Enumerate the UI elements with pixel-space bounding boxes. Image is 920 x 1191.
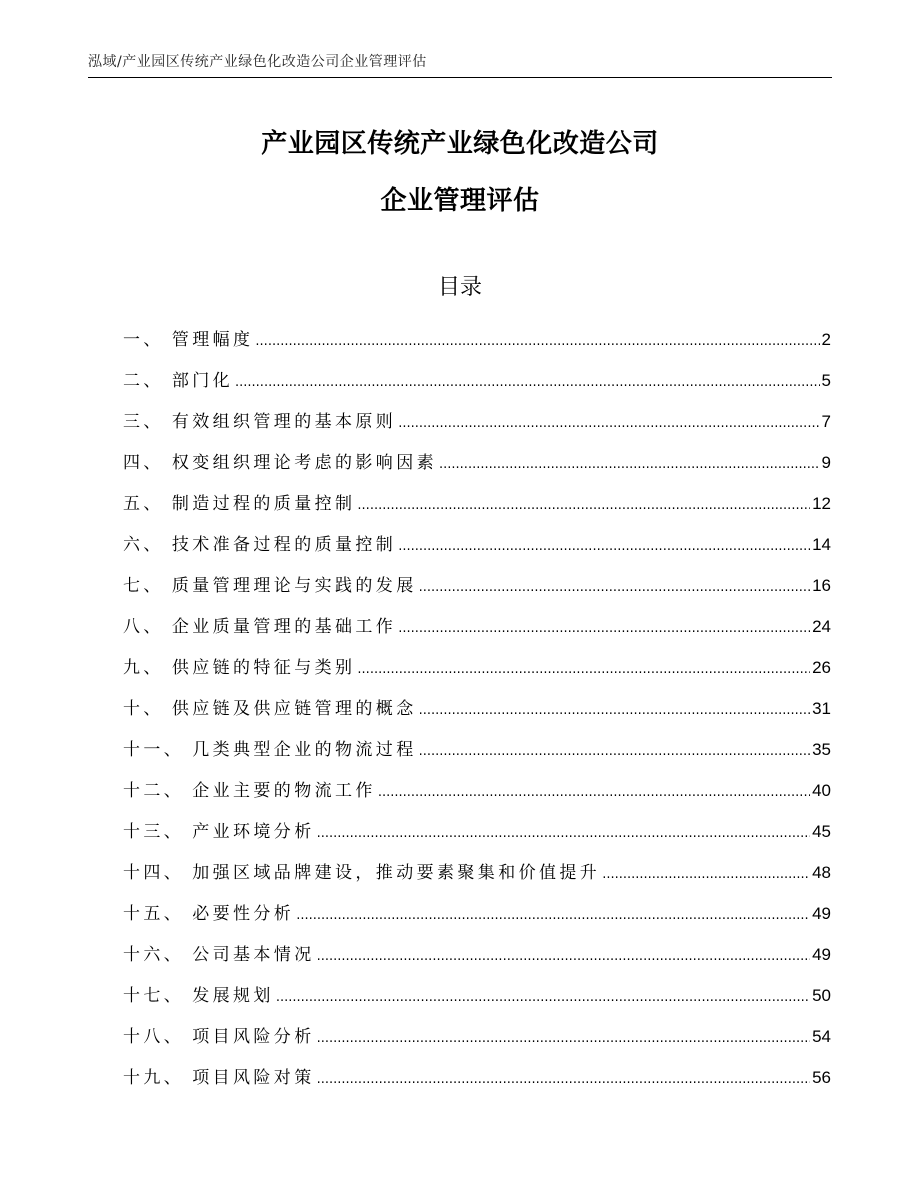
toc-entry-title: 项目风险分析	[192, 1027, 315, 1047]
toc-entry-title: 公司基本情况	[192, 945, 315, 965]
toc-entry-page: 9	[821, 453, 831, 472]
toc-heading: 目录	[437, 275, 482, 300]
toc-dot-leader	[235, 362, 820, 403]
toc-entry-number: 十五、	[123, 904, 185, 924]
toc-entry-number: 五、	[123, 494, 164, 514]
toc-entry[interactable]	[123, 770, 831, 811]
toc-dot-leader	[357, 649, 810, 690]
toc-dot-leader	[357, 485, 810, 526]
toc-entry-page: 49	[812, 904, 831, 923]
toc-dot-leader	[602, 854, 810, 895]
toc-entry-number: 二、	[123, 371, 164, 391]
toc-entry[interactable]	[123, 565, 831, 606]
toc-entry-page: 49	[812, 945, 831, 964]
toc-entry-page: 31	[812, 699, 831, 718]
toc-entry-page: 14	[812, 535, 831, 554]
toc-entry-page: 12	[812, 494, 831, 513]
toc-entry-number: 十四、	[123, 863, 185, 883]
toc-entry-title: 必要性分析	[192, 904, 295, 924]
toc-entry[interactable]	[123, 729, 831, 770]
toc-dot-leader	[419, 567, 810, 608]
toc-dot-leader	[296, 895, 810, 936]
toc-dot-leader	[398, 526, 810, 567]
toc-entry-title: 有效组织管理的基本原则	[171, 412, 397, 432]
toc-entry[interactable]	[123, 483, 831, 524]
toc-entry-title: 几类典型企业的物流过程	[192, 740, 417, 760]
toc-entry-page: 50	[812, 986, 831, 1005]
toc-entry-title: 权变组织理论考虑的影响因素	[171, 453, 438, 473]
toc-entry[interactable]	[123, 934, 831, 975]
toc-dot-leader	[317, 1059, 810, 1100]
toc-dot-leader	[419, 731, 810, 772]
toc-entry[interactable]	[123, 319, 831, 360]
toc-entry-number: 十三、	[123, 822, 185, 842]
toc-dot-leader	[317, 1018, 810, 1059]
toc-entry-title: 部门化	[171, 371, 234, 391]
toc-entry-title: 项目风险对策	[192, 1068, 315, 1088]
toc-dot-leader	[317, 936, 810, 977]
toc-entry-number: 九、	[123, 658, 164, 678]
header-divider	[88, 77, 832, 78]
toc-entry-page: 2	[821, 330, 831, 349]
toc-entry[interactable]	[123, 647, 831, 688]
toc-entry-number: 十六、	[123, 945, 185, 965]
toc-entry-page: 7	[821, 412, 831, 431]
toc-entry-title: 技术准备过程的质量控制	[171, 535, 397, 555]
toc-entry-title: 加强区域品牌建设，推动要素聚集和价值提升	[192, 863, 601, 883]
toc-entry-number: 四、	[123, 453, 164, 473]
toc-entry-number: 十七、	[123, 986, 185, 1006]
toc-entry-page: 35	[812, 740, 831, 759]
toc-entry-title: 发展规划	[192, 986, 274, 1006]
document-title-line-1: 产业园区传统产业绿色化改造公司	[261, 129, 659, 159]
toc-entry-title: 质量管理理论与实践的发展	[171, 576, 417, 596]
toc-entry-number: 十八、	[123, 1027, 185, 1047]
toc-entry[interactable]	[123, 975, 831, 1016]
toc-entry-number: 十、	[123, 699, 164, 719]
toc-entry[interactable]	[123, 1057, 831, 1098]
toc-dot-leader	[378, 772, 810, 813]
toc-entry[interactable]	[123, 606, 831, 647]
toc-entry[interactable]	[123, 524, 831, 565]
toc-entry-number: 十二、	[123, 781, 185, 801]
toc-entry-page: 56	[812, 1068, 831, 1087]
toc-entry[interactable]	[123, 688, 831, 729]
toc-entry[interactable]	[123, 893, 831, 934]
toc-entry-number: 十九、	[123, 1068, 185, 1088]
toc-entry-page: 26	[812, 658, 831, 677]
toc-entry-title: 产业环境分析	[192, 822, 315, 842]
running-header: 泓域/产业园区传统产业绿色化改造公司企业管理评估	[88, 54, 427, 70]
toc-dot-leader	[276, 977, 810, 1018]
toc-entry-page: 5	[821, 371, 831, 390]
toc-entry[interactable]	[123, 852, 831, 893]
toc-entry[interactable]	[123, 1016, 831, 1057]
toc-entry[interactable]	[123, 360, 831, 401]
toc-entry-title: 制造过程的质量控制	[171, 494, 356, 514]
toc-entry-number: 六、	[123, 535, 164, 555]
toc-entry[interactable]	[123, 811, 831, 852]
toc-entry-title: 供应链及供应链管理的概念	[171, 699, 417, 719]
toc-entry-number: 十一、	[123, 740, 185, 760]
toc-dot-leader	[398, 403, 819, 444]
document-title-line-2: 企业管理评估	[380, 186, 540, 216]
toc-entry-number: 八、	[123, 617, 164, 637]
toc-entry-number: 一、	[123, 330, 164, 350]
toc-entry-title: 供应链的特征与类别	[171, 658, 356, 678]
toc-entry-title: 企业主要的物流工作	[192, 781, 376, 801]
toc-entry-page: 54	[812, 1027, 831, 1046]
toc-entry-page: 40	[812, 781, 831, 800]
toc-dot-leader	[255, 321, 819, 362]
toc-entry-number: 七、	[123, 576, 164, 596]
toc-entry-page: 45	[812, 822, 831, 841]
toc-entry-page: 16	[812, 576, 831, 595]
toc-entry[interactable]	[123, 442, 831, 483]
toc-entry-title: 企业质量管理的基础工作	[171, 617, 397, 637]
toc-dot-leader	[317, 813, 810, 854]
toc-entry-number: 三、	[123, 412, 164, 432]
toc-entry-page: 24	[812, 617, 831, 636]
toc-entry-title: 管理幅度	[171, 330, 254, 350]
toc-dot-leader	[439, 444, 820, 485]
toc-entry[interactable]	[123, 401, 831, 442]
toc-entry-page: 48	[812, 863, 831, 882]
toc-dot-leader	[419, 690, 810, 731]
table-of-contents	[123, 319, 831, 1098]
toc-dot-leader	[398, 608, 810, 649]
